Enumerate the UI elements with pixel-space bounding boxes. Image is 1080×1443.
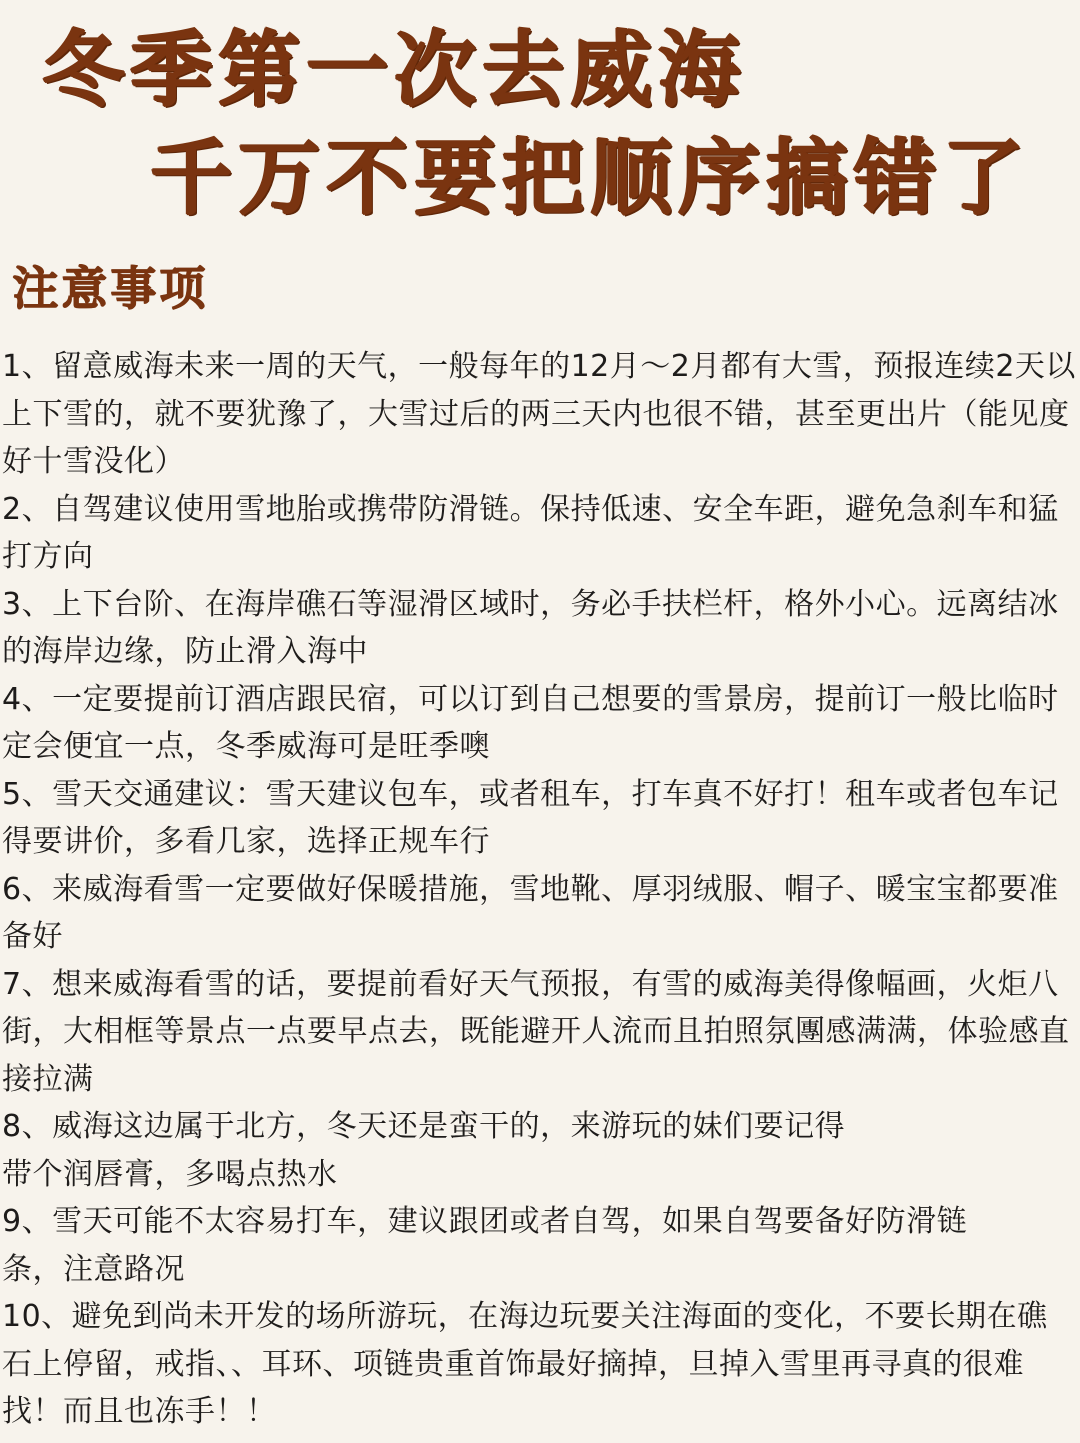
title-line-1: 冬季第一次去威海 (42, 23, 747, 118)
tip-item-6: 6、来威海看雪一定要做好保暖措施，雪地靴、厚羽绒服、帽子、暖宝宝都要准备好 (2, 871, 1059, 954)
tip-item-10: 10、避免到尚未开发的场所游玩，在海边玩要关注海面的变化，不要长期在礁石上停留，戒指、、耳环、项链贵重首饰最好摘掉，旦掉入雪里再寻真的很难找！而且也冻手！！ (2, 1299, 1048, 1429)
tip-item-9: 9、雪天可能不太容易打车，建议跟团或者自驾，如果自驾要备好防滑链 条，注意路况 (2, 1204, 968, 1287)
tip-item-3: 3、上下台阶、在海岸礁石等湿滑区域时，务必手扶栏杆，格外小心。远离结冰的海岸边缘，防止滑入海中 (2, 586, 1059, 669)
tips-list (2, 343, 1078, 1436)
tip-item-4: 4、一定要提前订酒店跟民宿，可以订到自己想要的雪景房，提前订一般比临时定会便宜一点，冬季威海可是旺季噢 (2, 681, 1059, 764)
tip-item-8: 8、威海这边属于北方，冬天还是蛮干的，来游玩的妹们要记得 带个润唇膏，多喝点热水 (2, 1109, 846, 1192)
tip-item-5: 5、雪天交通建议：雪天建议包车，或者租车，打车真不好打！租车或者包车记得要讲价，多看几家，选择正规车行 (2, 776, 1059, 859)
title-line-2: 千万不要把顺序搞错了 (150, 131, 1031, 226)
tip-item-7: 7、想来威海看雪的话，要提前看好天气预报，有雪的威海美得像幅画，火炬八街，大相框等景点一点要早点去，既能避开人流而且拍照氛團感满满，体验感直接拉满 (2, 966, 1070, 1097)
tip-item-2: 2、自驾建议使用雪地胎或携带防滑链。保持低速、安全车距，避免急刹车和猛打方向 (2, 491, 1059, 574)
tip-item-1: 1、留意威海未来一周的天气，一般每年的12月～2月都有大雪，预报连续2天以上下雪的，就不要犹豫了，大雪过后的两三天内也很不错，甚至更出片（能见度好十雪没化） (2, 349, 1076, 479)
section-heading: 注意事项 (12, 261, 208, 315)
